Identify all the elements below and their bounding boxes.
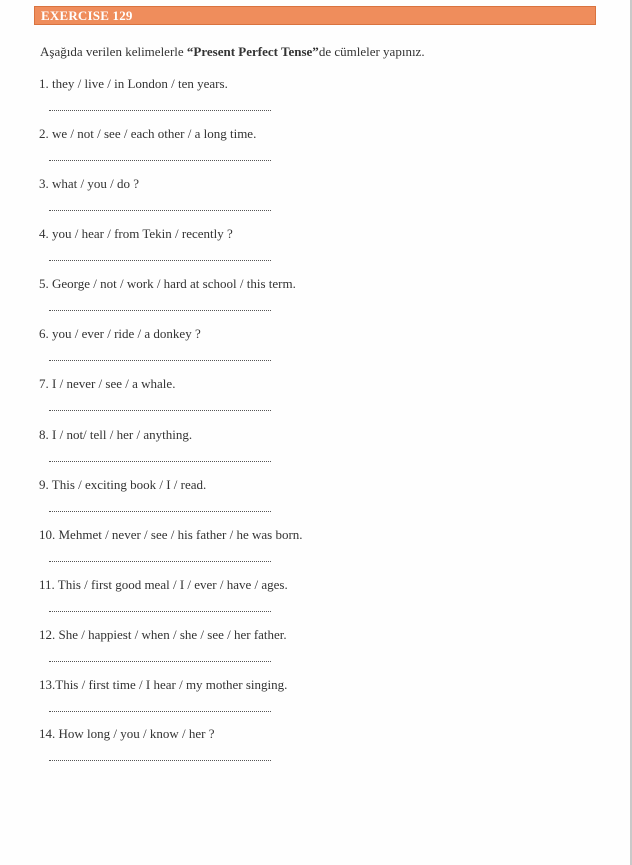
instruction-after: de cümleler yapınız.: [318, 44, 425, 59]
exercise-item: [39, 376, 599, 426]
item-prompt: 4. you / hear / from Tekin / recently ?: [39, 226, 233, 241]
exercise-title: EXERCISE 129: [41, 8, 133, 23]
answer-line[interactable]: [49, 410, 271, 411]
exercise-item: [39, 627, 599, 677]
item-prompt: 7. I / never / see / a whale.: [39, 376, 176, 391]
exercise-item: [39, 76, 599, 126]
exercise-item: [39, 276, 599, 326]
exercise-item: [39, 527, 599, 577]
answer-line[interactable]: [49, 711, 271, 712]
exercise-item: [39, 577, 599, 627]
item-prompt: 2. we / not / see / each other / a long time.: [39, 126, 257, 141]
answer-line[interactable]: [49, 110, 271, 111]
exercise-item: [39, 326, 599, 376]
item-prompt: 13.This / first time / I hear / my mother singing.: [39, 677, 288, 692]
answer-line[interactable]: [49, 310, 271, 311]
item-prompt: 3. what / you / do ?: [39, 176, 140, 191]
exercise-item: [39, 477, 599, 527]
item-prompt: 12. She / happiest / when / she / see / her father.: [39, 627, 287, 642]
answer-line[interactable]: [49, 661, 271, 662]
answer-line[interactable]: [49, 260, 271, 261]
answer-line[interactable]: [49, 760, 271, 761]
answer-line[interactable]: [49, 611, 271, 612]
instruction-bold: “Present Perfect Tense”: [186, 44, 319, 59]
answer-line[interactable]: [49, 160, 271, 161]
item-prompt: 14. How long / you / know / her ?: [39, 726, 215, 741]
answer-line[interactable]: [49, 360, 271, 361]
exercise-item: [39, 677, 599, 727]
exercise-item: [39, 176, 599, 226]
exercise-item: [39, 126, 599, 176]
item-prompt: 11. This / first good meal / I / ever / have / ages.: [39, 577, 288, 592]
exercise-item: [39, 726, 599, 776]
item-prompt: 1. they / live / in London / ten years.: [39, 76, 228, 91]
answer-line[interactable]: [49, 561, 271, 562]
item-prompt: 8. I / not/ tell / her / anything.: [39, 427, 193, 442]
exercise-item: [39, 226, 599, 276]
answer-line[interactable]: [49, 511, 271, 512]
item-prompt: 5. George / not / work / hard at school / this term.: [39, 276, 296, 291]
item-prompt: 10. Mehmet / never / see / his father / he was born.: [39, 527, 303, 542]
instruction-text: [40, 44, 425, 60]
answer-line[interactable]: [49, 210, 271, 211]
exercise-header: [34, 6, 596, 25]
item-prompt: 6. you / ever / ride / a donkey ?: [39, 326, 201, 341]
item-prompt: 9. This / exciting book / I / read.: [39, 477, 207, 492]
answer-line[interactable]: [49, 461, 271, 462]
instruction-before: Aşağıda verilen kelimelerle: [40, 44, 187, 59]
exercise-item: [39, 427, 599, 477]
